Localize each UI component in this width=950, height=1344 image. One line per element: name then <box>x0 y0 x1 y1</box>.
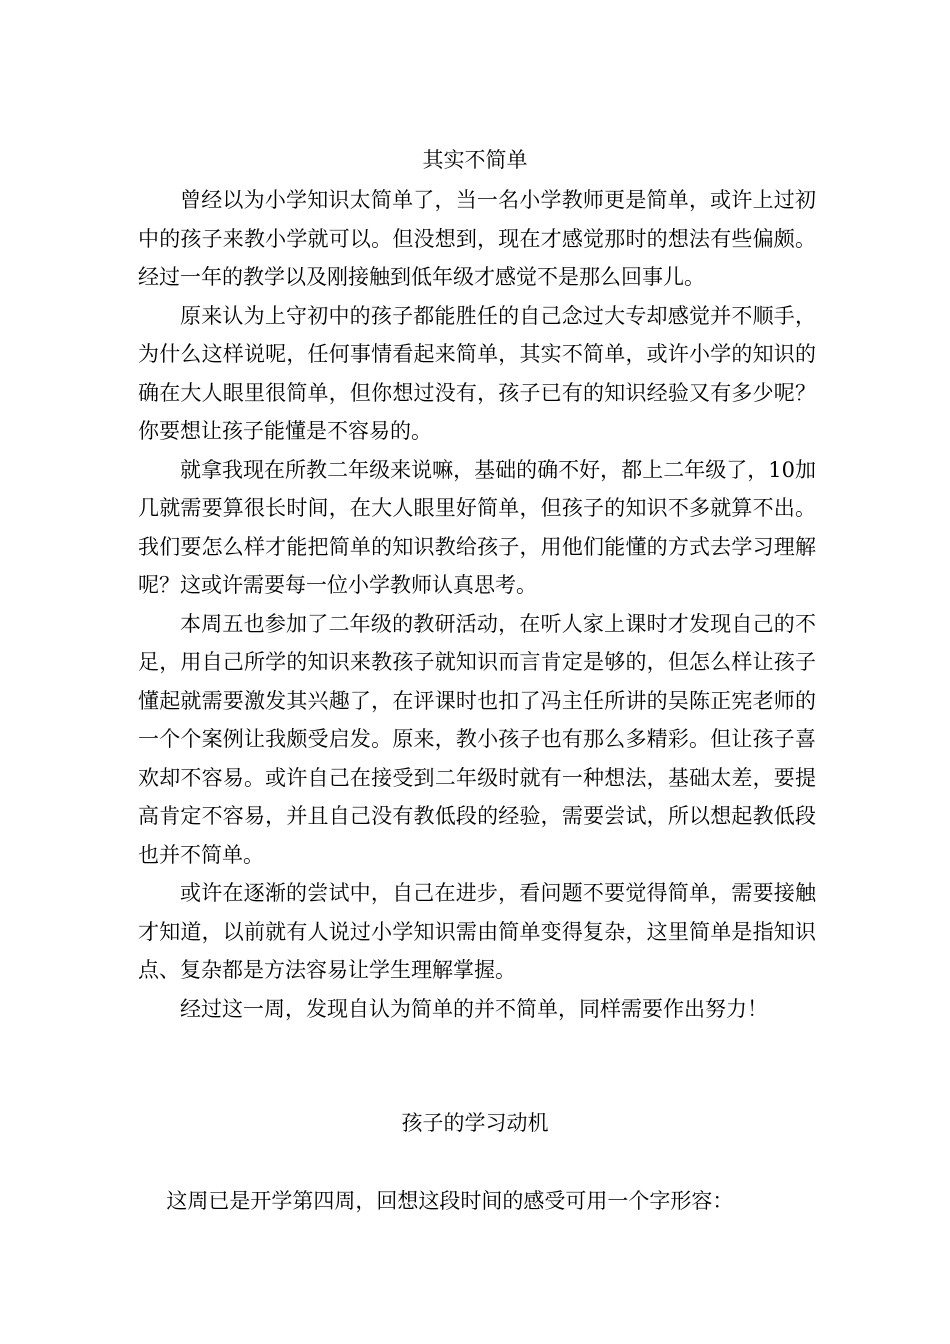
section-2-body <box>138 1182 816 1221</box>
section-1-paragraph-2: 原来认为上守初中的孩子都能胜任的自己念过大专却感觉并不顺手，为什么这样说呢，任何事情看起来简单，其实不简单，或许小学的知识的确在大人眼里很简单，但你想过没有，孩子已有的知识经验又有多少呢？你要想让孩子能懂是不容易的。 <box>138 303 816 443</box>
section-1-paragraph-3: 就拿我现在所教二年级来说嘛，基础的确不好，都上二年级了，10加几就需要算很长时间，在大人眼里好简单，但孩子的知识不多就算不出。我们要怎么样才能把简单的知识教给孩子，用他们能懂的方式去学习理解呢？这或许需要每一位小学教师认真思考。 <box>138 457 816 597</box>
section-1-body <box>138 181 816 1028</box>
section-1-paragraph-5: 或许在逐渐的尝试中，自己在进步，看问题不要觉得简单，需要接触才知道，以前就有人说过小学知识需由简单变得复杂，这里简单是指知识点、复杂都是方法容易让学生理解掌握。 <box>138 881 816 982</box>
section-2-paragraph-1: 这周已是开学第四周，回想这段时间的感受可用一个字形容： <box>166 1189 734 1213</box>
section-1-paragraph-6: 经过这一周，发现自认为简单的并不简单，同样需要作出努力！ <box>180 996 768 1021</box>
section-2-title: 孩子的学习动机 <box>401 1111 549 1135</box>
section-1-paragraph-1: 曾经以为小学知识太简单了，当一名小学教师更是简单，或许上过初中的孩子来教小学就可以。但没想到，现在才感觉那时的想法有些偏颇。经过一年的教学以及刚接触到低年级才感觉不是那么回事儿。 <box>138 188 816 289</box>
section-1-paragraph-4: 本周五也参加了二年级的教研活动，在听人家上课时才发现自己的不足，用自己所学的知识来教孩子就知识而言肯定是够的，但怎么样让孩子懂起就需要激发其兴趣了，在评课时也扣了冯主任所讲的吴陈正宪老师的一个个案例让我颇受启发。原来，教小孩子也有那么多精彩。但让孩子喜欢却不容易。或许自己在接受到二年级时就有一种想法，基础太差，要提高肯定不容易，并且自己没有教低段的经验，需要尝试，所以想起教低段也并不简单。 <box>138 611 816 867</box>
section-1-title: 其实不简单 <box>422 148 528 172</box>
